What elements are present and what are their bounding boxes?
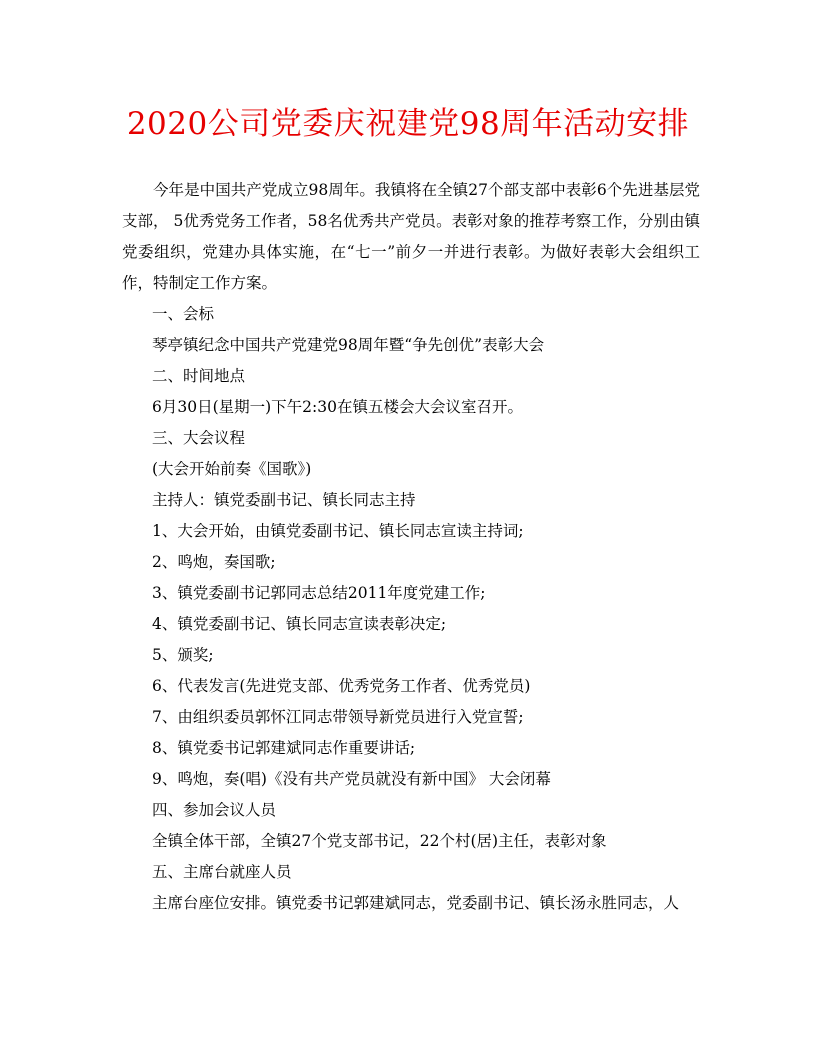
document-title: 2020公司党委庆祝建党98周年活动安排 [126,106,690,142]
section-heading-banner: 一、会标 [152,305,215,323]
agenda-item: 1、大会开始，由镇党委副书记、镇长同志宣读主持词; [152,522,524,540]
attendees-text: 全镇全体干部，全镇27个党支部书记，22个村(居)主任，表彰对象 [152,832,607,850]
rostrum-text: 主席台座位安排。镇党委书记郭建斌同志，党委副书记、镇长汤永胜同志，人 [152,894,680,912]
agenda-item: 4、镇党委副书记、镇长同志宣读表彰决定; [152,615,447,633]
time-place-text: 6月30日(星期一)下午2:30在镇五楼会大会议室召开。 [152,398,523,416]
agenda-item: 6、代表发言(先进党支部、优秀党务工作者、优秀党员) [152,677,531,695]
agenda-item: 5、颁奖; [152,646,214,664]
document-body [0,299,816,919]
section-heading-time-place: 二、时间地点 [152,367,246,385]
section-heading-attendees: 四、参加会议人员 [152,801,277,819]
agenda-prelude: (大会开始前奏《国歌》) [152,460,312,478]
banner-text: 琴亭镇纪念中国共产党建党98周年暨“争先创优”表彰大会 [152,336,545,354]
agenda-item: 2、鸣炮，奏国歌; [152,553,276,571]
agenda-item: 8、镇党委书记郭建斌同志作重要讲话; [152,739,416,757]
agenda-host: 主持人：镇党委副书记、镇长同志主持 [152,491,416,509]
agenda-item: 7、由组织委员郭怀江同志带领导新党员进行入党宣誓; [152,708,524,726]
agenda-item: 9、鸣炮，奏(唱)《没有共产党员就没有新中国》 大会闭幕 [152,770,551,788]
intro-paragraph: 今年是中国共产党成立98周年。我镇将在全镇27个部支部中表彰6个先进基层党支部， 5优秀党务工作者，58名优秀共产党员。表彰对象的推荐考察工作，分别由镇党委组织，党建办具体实施，在“七一”前夕一并进行表彰。为做好表彰大会组织工作，特制定工作方案。 [122,181,700,292]
agenda-item: 3、镇党委副书记郭同志总结2011年度党建工作; [152,584,486,602]
section-heading-rostrum: 五、主席台就座人员 [152,863,292,881]
section-heading-agenda: 三、大会议程 [152,429,246,447]
